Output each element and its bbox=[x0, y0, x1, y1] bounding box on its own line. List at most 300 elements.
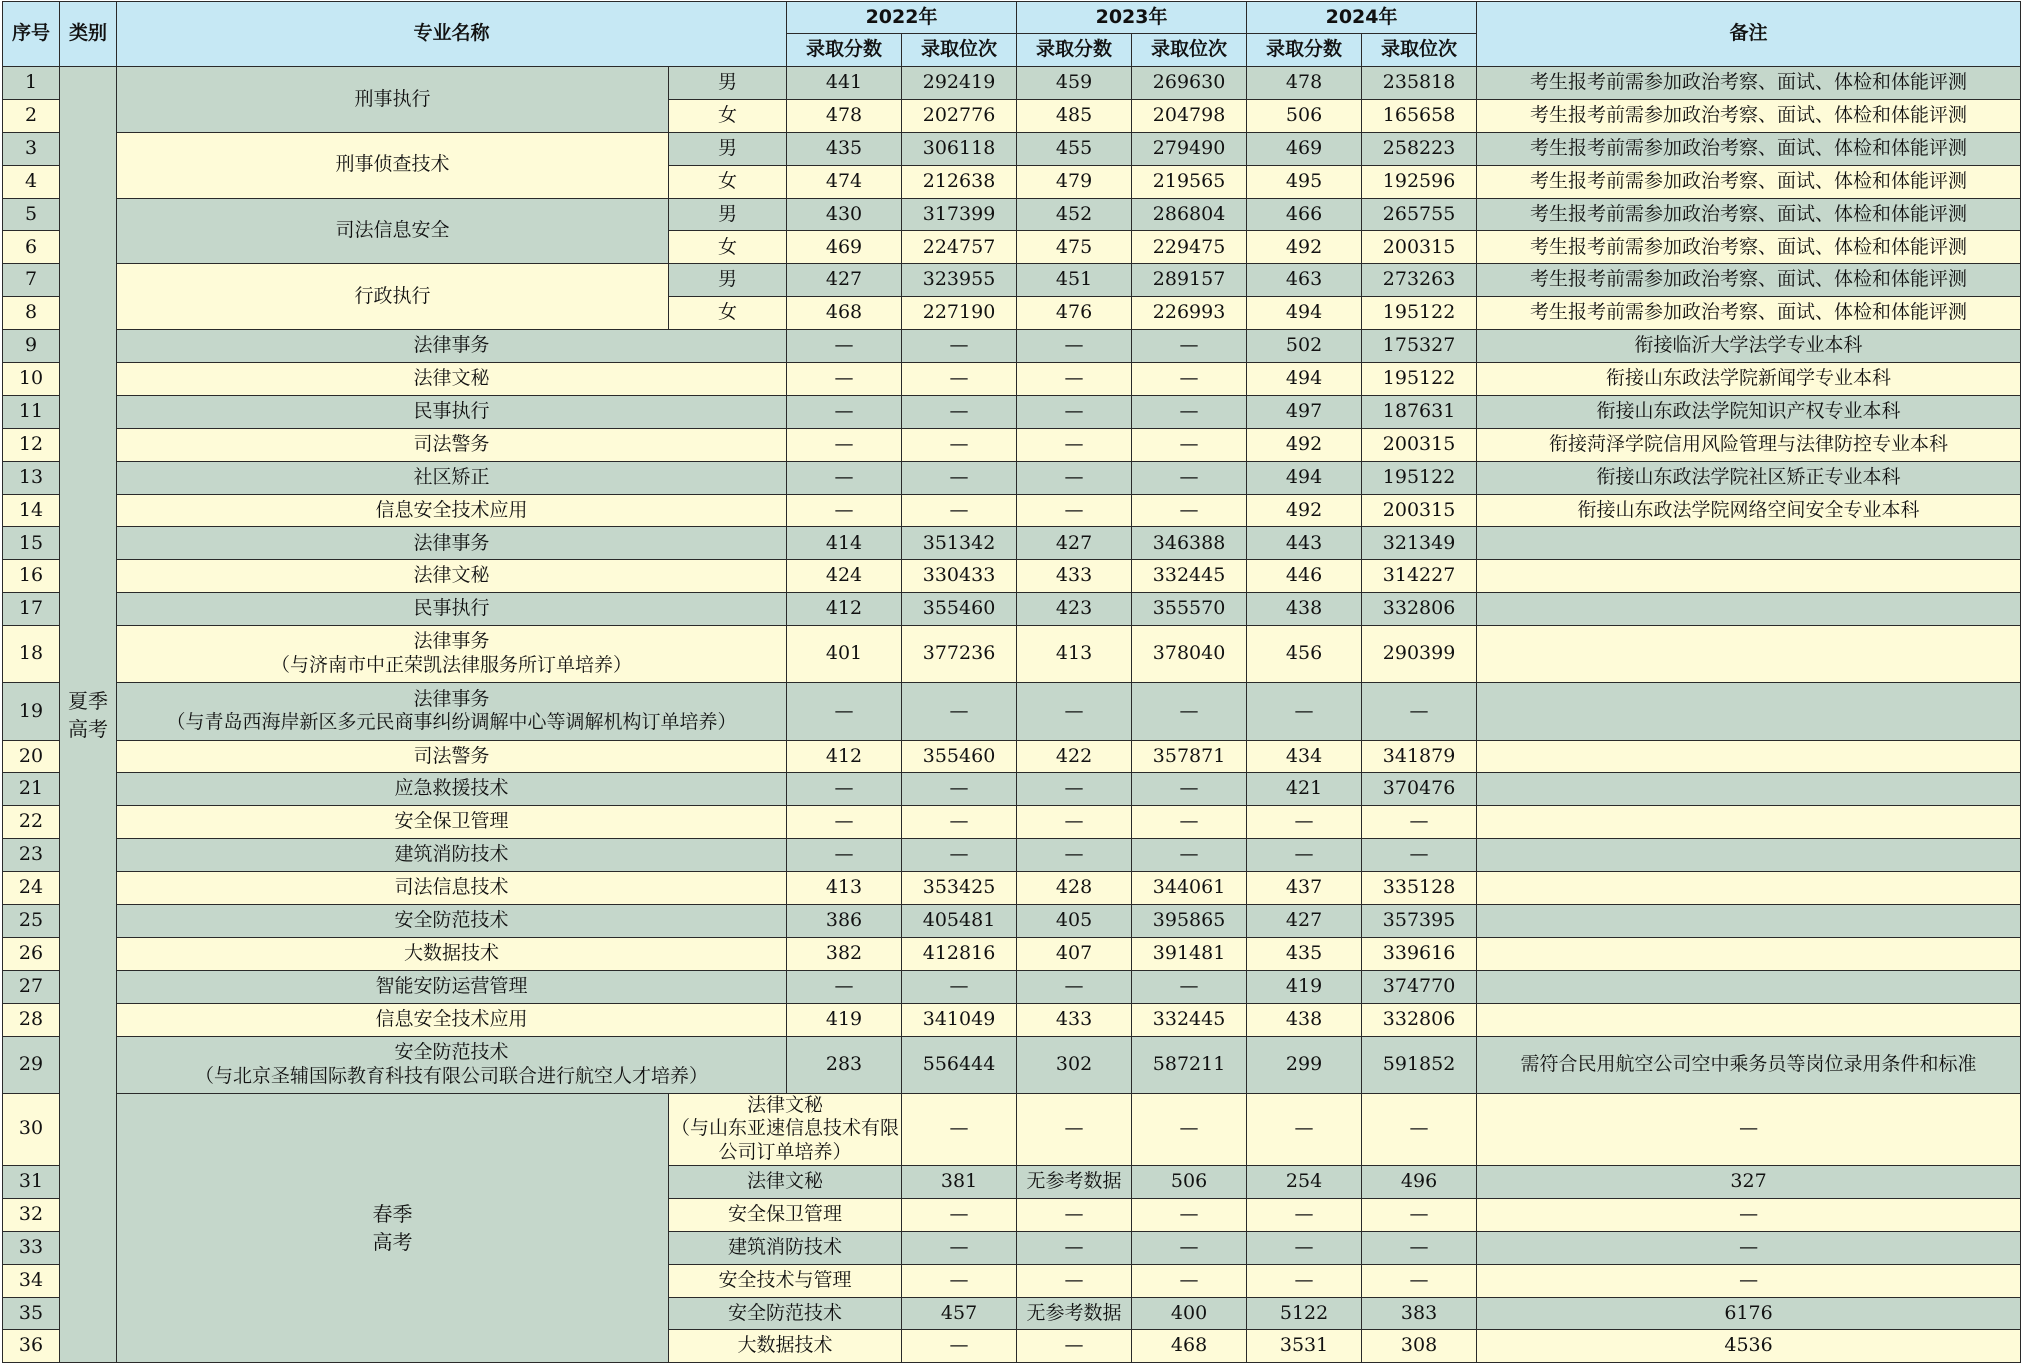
row-number: 27 bbox=[3, 970, 60, 1003]
note-cell bbox=[1477, 773, 2021, 806]
major-name-text: 安全保卫管理 bbox=[394, 810, 509, 833]
score-cell: 413 bbox=[787, 872, 902, 905]
major-name bbox=[669, 1198, 902, 1231]
score-cell: 423 bbox=[1017, 593, 1132, 626]
row-number: 13 bbox=[3, 461, 60, 494]
rank-cell: 332445 bbox=[1132, 1003, 1247, 1036]
major-name-text: 司法警务 bbox=[413, 432, 490, 455]
score-cell: 437 bbox=[1247, 872, 1362, 905]
major-name-text: 司法信息技术 bbox=[394, 876, 509, 899]
row-number: 3 bbox=[3, 132, 60, 165]
row-number: 34 bbox=[3, 1264, 60, 1297]
note-cell bbox=[1477, 683, 2021, 740]
rank-cell: — bbox=[1132, 395, 1247, 428]
rank-cell: — bbox=[1017, 1264, 1132, 1297]
major-name-text: 法律事务 bbox=[413, 687, 490, 710]
header-score-2023: 录取分数 bbox=[1017, 34, 1132, 67]
rank-cell: — bbox=[902, 683, 1017, 740]
rank-cell: 344061 bbox=[1132, 872, 1247, 905]
rank-cell: — bbox=[1477, 1231, 2021, 1264]
rank-cell: 405481 bbox=[902, 904, 1017, 937]
score-cell: 427 bbox=[787, 264, 902, 297]
rank-cell: — bbox=[902, 330, 1017, 363]
major-name bbox=[117, 527, 787, 560]
score-cell: 419 bbox=[1247, 970, 1362, 1003]
note-cell bbox=[1477, 1003, 2021, 1036]
table-row bbox=[3, 494, 2021, 527]
note-cell: 衔接山东政法学院知识产权专业本科 bbox=[1477, 395, 2021, 428]
row-number: 9 bbox=[3, 330, 60, 363]
row-number: 24 bbox=[3, 872, 60, 905]
rank-cell: — bbox=[1132, 363, 1247, 396]
score-cell: 412 bbox=[787, 593, 902, 626]
rank-cell: 192596 bbox=[1362, 165, 1477, 198]
row-number: 2 bbox=[3, 99, 60, 132]
score-cell: 451 bbox=[1017, 264, 1132, 297]
gender-cell: 男 bbox=[669, 198, 787, 231]
rank-cell: — bbox=[1132, 773, 1247, 806]
score-cell: — bbox=[902, 1330, 1017, 1363]
row-number: 1 bbox=[3, 67, 60, 100]
rank-cell: 378040 bbox=[1132, 626, 1247, 683]
table-row bbox=[3, 839, 2021, 872]
row-number: 5 bbox=[3, 198, 60, 231]
score-cell: — bbox=[1132, 1093, 1247, 1165]
rank-cell: 341879 bbox=[1362, 740, 1477, 773]
rank-cell: 290399 bbox=[1362, 626, 1477, 683]
gender-cell: 女 bbox=[669, 99, 787, 132]
score-cell: — bbox=[1017, 683, 1132, 740]
table-row bbox=[3, 1093, 2021, 1165]
score-cell: — bbox=[787, 773, 902, 806]
major-name-text: 信息安全技术应用 bbox=[375, 498, 528, 521]
score-cell: 382 bbox=[787, 937, 902, 970]
rank-cell: 无参考数据 bbox=[1017, 1297, 1132, 1330]
note-cell bbox=[1477, 872, 2021, 905]
row-number: 25 bbox=[3, 904, 60, 937]
rank-cell: — bbox=[1477, 1264, 2021, 1297]
score-cell: 443 bbox=[1247, 527, 1362, 560]
score-cell: — bbox=[1362, 1093, 1477, 1165]
row-number: 23 bbox=[3, 839, 60, 872]
gender-cell: 女 bbox=[669, 165, 787, 198]
major-name-note: （与北京圣辅国际教育科技有限公司联合进行航空人才培养） bbox=[195, 1064, 709, 1087]
rank-cell: 327 bbox=[1477, 1165, 2021, 1198]
major-name-text: 民事执行 bbox=[413, 597, 490, 620]
header-category: 类别 bbox=[60, 2, 117, 67]
rank-cell: 226993 bbox=[1132, 297, 1247, 330]
rank-cell: 355460 bbox=[902, 593, 1017, 626]
rank-cell: 395865 bbox=[1132, 904, 1247, 937]
rank-cell: — bbox=[902, 806, 1017, 839]
rank-cell: 212638 bbox=[902, 165, 1017, 198]
row-number: 21 bbox=[3, 773, 60, 806]
score-cell: 438 bbox=[1247, 593, 1362, 626]
major-name-text: 应急救援技术 bbox=[394, 777, 509, 800]
score-cell: — bbox=[1132, 1198, 1247, 1231]
major-name bbox=[117, 626, 787, 683]
score-cell: — bbox=[1017, 806, 1132, 839]
rank-cell: 200315 bbox=[1362, 428, 1477, 461]
score-cell: 492 bbox=[1247, 428, 1362, 461]
rank-cell: 353425 bbox=[902, 872, 1017, 905]
major-name bbox=[117, 740, 787, 773]
header-seq: 序号 bbox=[3, 2, 60, 67]
rank-cell: 187631 bbox=[1362, 395, 1477, 428]
row-number: 19 bbox=[3, 683, 60, 740]
score-cell: 435 bbox=[1247, 937, 1362, 970]
score-cell: 478 bbox=[1247, 67, 1362, 100]
rank-cell: 6176 bbox=[1477, 1297, 2021, 1330]
score-cell: 438 bbox=[1247, 1003, 1362, 1036]
major-name bbox=[669, 1165, 902, 1198]
major-name: 司法信息安全 bbox=[117, 198, 669, 264]
score-cell: 405 bbox=[1017, 904, 1132, 937]
rank-cell: — bbox=[1247, 1264, 1362, 1297]
row-number: 10 bbox=[3, 363, 60, 396]
rank-cell: — bbox=[1017, 1198, 1132, 1231]
header-rank-2023: 录取位次 bbox=[1132, 34, 1247, 67]
score-cell: 463 bbox=[1247, 264, 1362, 297]
table-row bbox=[3, 395, 2021, 428]
score-cell: — bbox=[787, 395, 902, 428]
score-cell: 457 bbox=[902, 1297, 1017, 1330]
rank-cell: — bbox=[1362, 839, 1477, 872]
score-cell: 428 bbox=[1017, 872, 1132, 905]
score-cell: — bbox=[1017, 461, 1132, 494]
score-cell: 456 bbox=[1247, 626, 1362, 683]
row-number: 32 bbox=[3, 1198, 60, 1231]
major-name bbox=[117, 560, 787, 593]
score-cell: — bbox=[787, 839, 902, 872]
row-number: 18 bbox=[3, 626, 60, 683]
rank-cell: — bbox=[902, 970, 1017, 1003]
category-spring bbox=[117, 1093, 669, 1363]
note-cell bbox=[1477, 839, 2021, 872]
rank-cell: — bbox=[1132, 330, 1247, 363]
major-name bbox=[117, 363, 787, 396]
table-row bbox=[3, 626, 2021, 683]
header-year-2022: 2022年 bbox=[787, 2, 1017, 34]
rank-cell: 3531 bbox=[1247, 1330, 1362, 1363]
table-row bbox=[3, 264, 2021, 297]
row-number: 36 bbox=[3, 1330, 60, 1363]
note-cell: 考生报考前需参加政治考察、面试、体检和体能评测 bbox=[1477, 231, 2021, 264]
table-header bbox=[3, 2, 2021, 67]
note-cell bbox=[1477, 806, 2021, 839]
rank-cell: — bbox=[1132, 428, 1247, 461]
score-cell: 427 bbox=[1247, 904, 1362, 937]
score-cell: 474 bbox=[787, 165, 902, 198]
gender-cell: 男 bbox=[669, 67, 787, 100]
major-name-text: 法律事务 bbox=[413, 630, 490, 653]
table-row bbox=[3, 872, 2021, 905]
rank-cell: 254 bbox=[1247, 1165, 1362, 1198]
header-score-2022: 录取分数 bbox=[787, 34, 902, 67]
table-row bbox=[3, 363, 2021, 396]
rank-cell: 370476 bbox=[1362, 773, 1477, 806]
note-cell: 衔接山东政法学院网络空间安全专业本科 bbox=[1477, 494, 2021, 527]
score-cell: 476 bbox=[1017, 297, 1132, 330]
rank-cell: 195122 bbox=[1362, 363, 1477, 396]
rank-cell: — bbox=[1132, 494, 1247, 527]
score-cell: 496 bbox=[1362, 1165, 1477, 1198]
score-cell: 494 bbox=[1247, 461, 1362, 494]
major-name bbox=[117, 937, 787, 970]
score-cell: — bbox=[1362, 1264, 1477, 1297]
score-cell: — bbox=[1132, 1231, 1247, 1264]
rank-cell: 321349 bbox=[1362, 527, 1477, 560]
rank-cell: 5122 bbox=[1247, 1297, 1362, 1330]
row-number: 20 bbox=[3, 740, 60, 773]
rank-cell: 289157 bbox=[1132, 264, 1247, 297]
score-cell: 401 bbox=[787, 626, 902, 683]
header-year-2024: 2024年 bbox=[1247, 2, 1477, 34]
rank-cell: 306118 bbox=[902, 132, 1017, 165]
score-cell: — bbox=[787, 461, 902, 494]
score-cell: — bbox=[902, 1093, 1017, 1165]
major-name bbox=[669, 1231, 902, 1264]
score-cell: 434 bbox=[1247, 740, 1362, 773]
major-name bbox=[117, 904, 787, 937]
rank-cell: 323955 bbox=[902, 264, 1017, 297]
row-number: 28 bbox=[3, 1003, 60, 1036]
note-cell: 需符合民用航空公司空中乘务员等岗位录用条件和标准 bbox=[1477, 1036, 2021, 1093]
rank-cell: — bbox=[902, 839, 1017, 872]
score-cell: 302 bbox=[1017, 1036, 1132, 1093]
score-cell: 427 bbox=[1017, 527, 1132, 560]
major-name bbox=[669, 1330, 902, 1363]
header-rank-2024: 录取位次 bbox=[1362, 34, 1477, 67]
score-cell: 452 bbox=[1017, 198, 1132, 231]
rank-cell: 377236 bbox=[902, 626, 1017, 683]
note-cell: 衔接山东政法学院社区矫正专业本科 bbox=[1477, 461, 2021, 494]
score-cell: — bbox=[1017, 428, 1132, 461]
major-name-text: 安全防范技术 bbox=[394, 909, 509, 932]
rank-cell: 229475 bbox=[1132, 231, 1247, 264]
major-name bbox=[117, 1003, 787, 1036]
note-cell bbox=[1477, 937, 2021, 970]
note-cell: 考生报考前需参加政治考察、面试、体检和体能评测 bbox=[1477, 132, 2021, 165]
score-cell: 308 bbox=[1362, 1330, 1477, 1363]
rank-cell: 339616 bbox=[1362, 937, 1477, 970]
header-year-2023: 2023年 bbox=[1017, 2, 1247, 34]
row-number: 7 bbox=[3, 264, 60, 297]
gender-cell: 女 bbox=[669, 231, 787, 264]
score-cell: 412 bbox=[787, 740, 902, 773]
score-cell: 283 bbox=[787, 1036, 902, 1093]
row-number: 26 bbox=[3, 937, 60, 970]
major-name: 刑事执行 bbox=[117, 67, 669, 133]
table-row bbox=[3, 904, 2021, 937]
rank-cell: 195122 bbox=[1362, 461, 1477, 494]
rank-cell: 227190 bbox=[902, 297, 1017, 330]
gender-cell: 男 bbox=[669, 264, 787, 297]
score-cell: — bbox=[1362, 1198, 1477, 1231]
score-cell: — bbox=[902, 1198, 1017, 1231]
rank-cell: 165658 bbox=[1362, 99, 1477, 132]
score-cell: 497 bbox=[1247, 395, 1362, 428]
score-cell: 506 bbox=[1132, 1165, 1247, 1198]
rank-cell: 355570 bbox=[1132, 593, 1247, 626]
rank-cell: — bbox=[1362, 806, 1477, 839]
note-cell: 衔接菏泽学院信用风险管理与法律防控专业本科 bbox=[1477, 428, 2021, 461]
rank-cell: 279490 bbox=[1132, 132, 1247, 165]
score-cell: — bbox=[787, 494, 902, 527]
note-cell: 考生报考前需参加政治考察、面试、体检和体能评测 bbox=[1477, 67, 2021, 100]
major-name bbox=[117, 395, 787, 428]
rank-cell: 357395 bbox=[1362, 904, 1477, 937]
score-cell: 455 bbox=[1017, 132, 1132, 165]
major-name bbox=[117, 1036, 787, 1093]
major-name-note: （与济南市中正荣凯法律服务所订单培养） bbox=[271, 654, 633, 677]
category-summer bbox=[60, 67, 117, 1363]
major-name bbox=[117, 806, 787, 839]
rank-cell: 391481 bbox=[1132, 937, 1247, 970]
score-cell: 441 bbox=[787, 67, 902, 100]
row-number: 15 bbox=[3, 527, 60, 560]
row-number: 12 bbox=[3, 428, 60, 461]
rank-cell: — bbox=[1247, 1093, 1362, 1165]
rank-cell: 219565 bbox=[1132, 165, 1247, 198]
score-cell: 386 bbox=[787, 904, 902, 937]
major-name bbox=[117, 428, 787, 461]
score-cell: 469 bbox=[787, 231, 902, 264]
table-row bbox=[3, 740, 2021, 773]
score-cell: 466 bbox=[1247, 198, 1362, 231]
rank-cell: — bbox=[902, 363, 1017, 396]
row-number: 8 bbox=[3, 297, 60, 330]
rank-cell: — bbox=[902, 395, 1017, 428]
row-number: 17 bbox=[3, 593, 60, 626]
table-row bbox=[3, 806, 2021, 839]
rank-cell: 258223 bbox=[1362, 132, 1477, 165]
rank-cell: — bbox=[902, 773, 1017, 806]
row-number: 4 bbox=[3, 165, 60, 198]
rank-cell: 351342 bbox=[902, 527, 1017, 560]
score-cell: 435 bbox=[787, 132, 902, 165]
note-cell: 考生报考前需参加政治考察、面试、体检和体能评测 bbox=[1477, 198, 2021, 231]
table-row bbox=[3, 428, 2021, 461]
row-number: 16 bbox=[3, 560, 60, 593]
rank-cell: 无参考数据 bbox=[1017, 1165, 1132, 1198]
major-name bbox=[669, 1297, 902, 1330]
rank-cell: 317399 bbox=[902, 198, 1017, 231]
row-number: 11 bbox=[3, 395, 60, 428]
table-row bbox=[3, 330, 2021, 363]
score-cell: — bbox=[1017, 395, 1132, 428]
note-cell bbox=[1477, 560, 2021, 593]
score-cell: 494 bbox=[1247, 363, 1362, 396]
rank-cell: — bbox=[1247, 1231, 1362, 1264]
category-line: 春季 bbox=[372, 1202, 413, 1227]
major-name-text: 建筑消防技术 bbox=[728, 1235, 843, 1258]
rank-cell: — bbox=[1477, 1198, 2021, 1231]
rank-cell: 357871 bbox=[1132, 740, 1247, 773]
score-cell: 469 bbox=[1247, 132, 1362, 165]
score-cell: 495 bbox=[1247, 165, 1362, 198]
major-name bbox=[669, 1093, 902, 1165]
rank-cell: 412816 bbox=[902, 937, 1017, 970]
rank-cell: 335128 bbox=[1362, 872, 1477, 905]
table-row bbox=[3, 970, 2021, 1003]
score-cell: — bbox=[1247, 806, 1362, 839]
rank-cell: — bbox=[1132, 461, 1247, 494]
major-name-text: 法律事务 bbox=[413, 531, 490, 554]
rank-cell: 273263 bbox=[1362, 264, 1477, 297]
major-name-text: 信息安全技术应用 bbox=[375, 1007, 528, 1030]
major-name bbox=[117, 839, 787, 872]
major-name bbox=[117, 330, 787, 363]
note-cell: 考生报考前需参加政治考察、面试、体检和体能评测 bbox=[1477, 264, 2021, 297]
score-cell: — bbox=[1017, 970, 1132, 1003]
rank-cell: — bbox=[1132, 970, 1247, 1003]
score-cell: 400 bbox=[1132, 1297, 1247, 1330]
score-cell: 468 bbox=[1132, 1330, 1247, 1363]
score-cell: — bbox=[1362, 1231, 1477, 1264]
score-cell: 485 bbox=[1017, 99, 1132, 132]
score-cell: 407 bbox=[1017, 937, 1132, 970]
rank-cell: 235818 bbox=[1362, 67, 1477, 100]
score-cell: — bbox=[787, 683, 902, 740]
rank-cell: 200315 bbox=[1362, 494, 1477, 527]
note-cell bbox=[1477, 970, 2021, 1003]
score-cell: 422 bbox=[1017, 740, 1132, 773]
score-cell: 381 bbox=[902, 1165, 1017, 1198]
major-name: 行政执行 bbox=[117, 264, 669, 330]
rank-cell: — bbox=[902, 461, 1017, 494]
rank-cell: 591852 bbox=[1362, 1036, 1477, 1093]
note-cell bbox=[1477, 904, 2021, 937]
row-number: 30 bbox=[3, 1093, 60, 1165]
score-cell: — bbox=[1017, 330, 1132, 363]
major-name bbox=[117, 773, 787, 806]
score-cell: — bbox=[787, 806, 902, 839]
major-name-text: 安全保卫管理 bbox=[728, 1202, 843, 1225]
score-cell: 383 bbox=[1362, 1297, 1477, 1330]
major-name bbox=[117, 872, 787, 905]
table-row bbox=[3, 560, 2021, 593]
rank-cell: — bbox=[1362, 683, 1477, 740]
rank-cell: — bbox=[1247, 1198, 1362, 1231]
rank-cell: 202776 bbox=[902, 99, 1017, 132]
score-cell: — bbox=[787, 363, 902, 396]
score-cell: 424 bbox=[787, 560, 902, 593]
rank-cell: 374770 bbox=[1362, 970, 1477, 1003]
row-number: 33 bbox=[3, 1231, 60, 1264]
note-cell: 衔接临沂大学法学专业本科 bbox=[1477, 330, 2021, 363]
rank-cell: 292419 bbox=[902, 67, 1017, 100]
major-name bbox=[669, 1264, 902, 1297]
score-cell: — bbox=[1017, 773, 1132, 806]
rank-cell: — bbox=[1017, 1093, 1132, 1165]
score-cell: — bbox=[787, 970, 902, 1003]
rank-cell: 346388 bbox=[1132, 527, 1247, 560]
table-row bbox=[3, 132, 2021, 165]
major-name-text: 建筑消防技术 bbox=[394, 843, 509, 866]
table-row bbox=[3, 1036, 2021, 1093]
table-body bbox=[3, 67, 2021, 1363]
row-number: 29 bbox=[3, 1036, 60, 1093]
score-cell: — bbox=[787, 428, 902, 461]
note-cell: 考生报考前需参加政治考察、面试、体检和体能评测 bbox=[1477, 297, 2021, 330]
note-cell bbox=[1477, 527, 2021, 560]
table-row bbox=[3, 67, 2021, 100]
rank-cell: 4536 bbox=[1477, 1330, 2021, 1363]
score-cell: 478 bbox=[787, 99, 902, 132]
rank-cell: 269630 bbox=[1132, 67, 1247, 100]
score-cell: 414 bbox=[787, 527, 902, 560]
